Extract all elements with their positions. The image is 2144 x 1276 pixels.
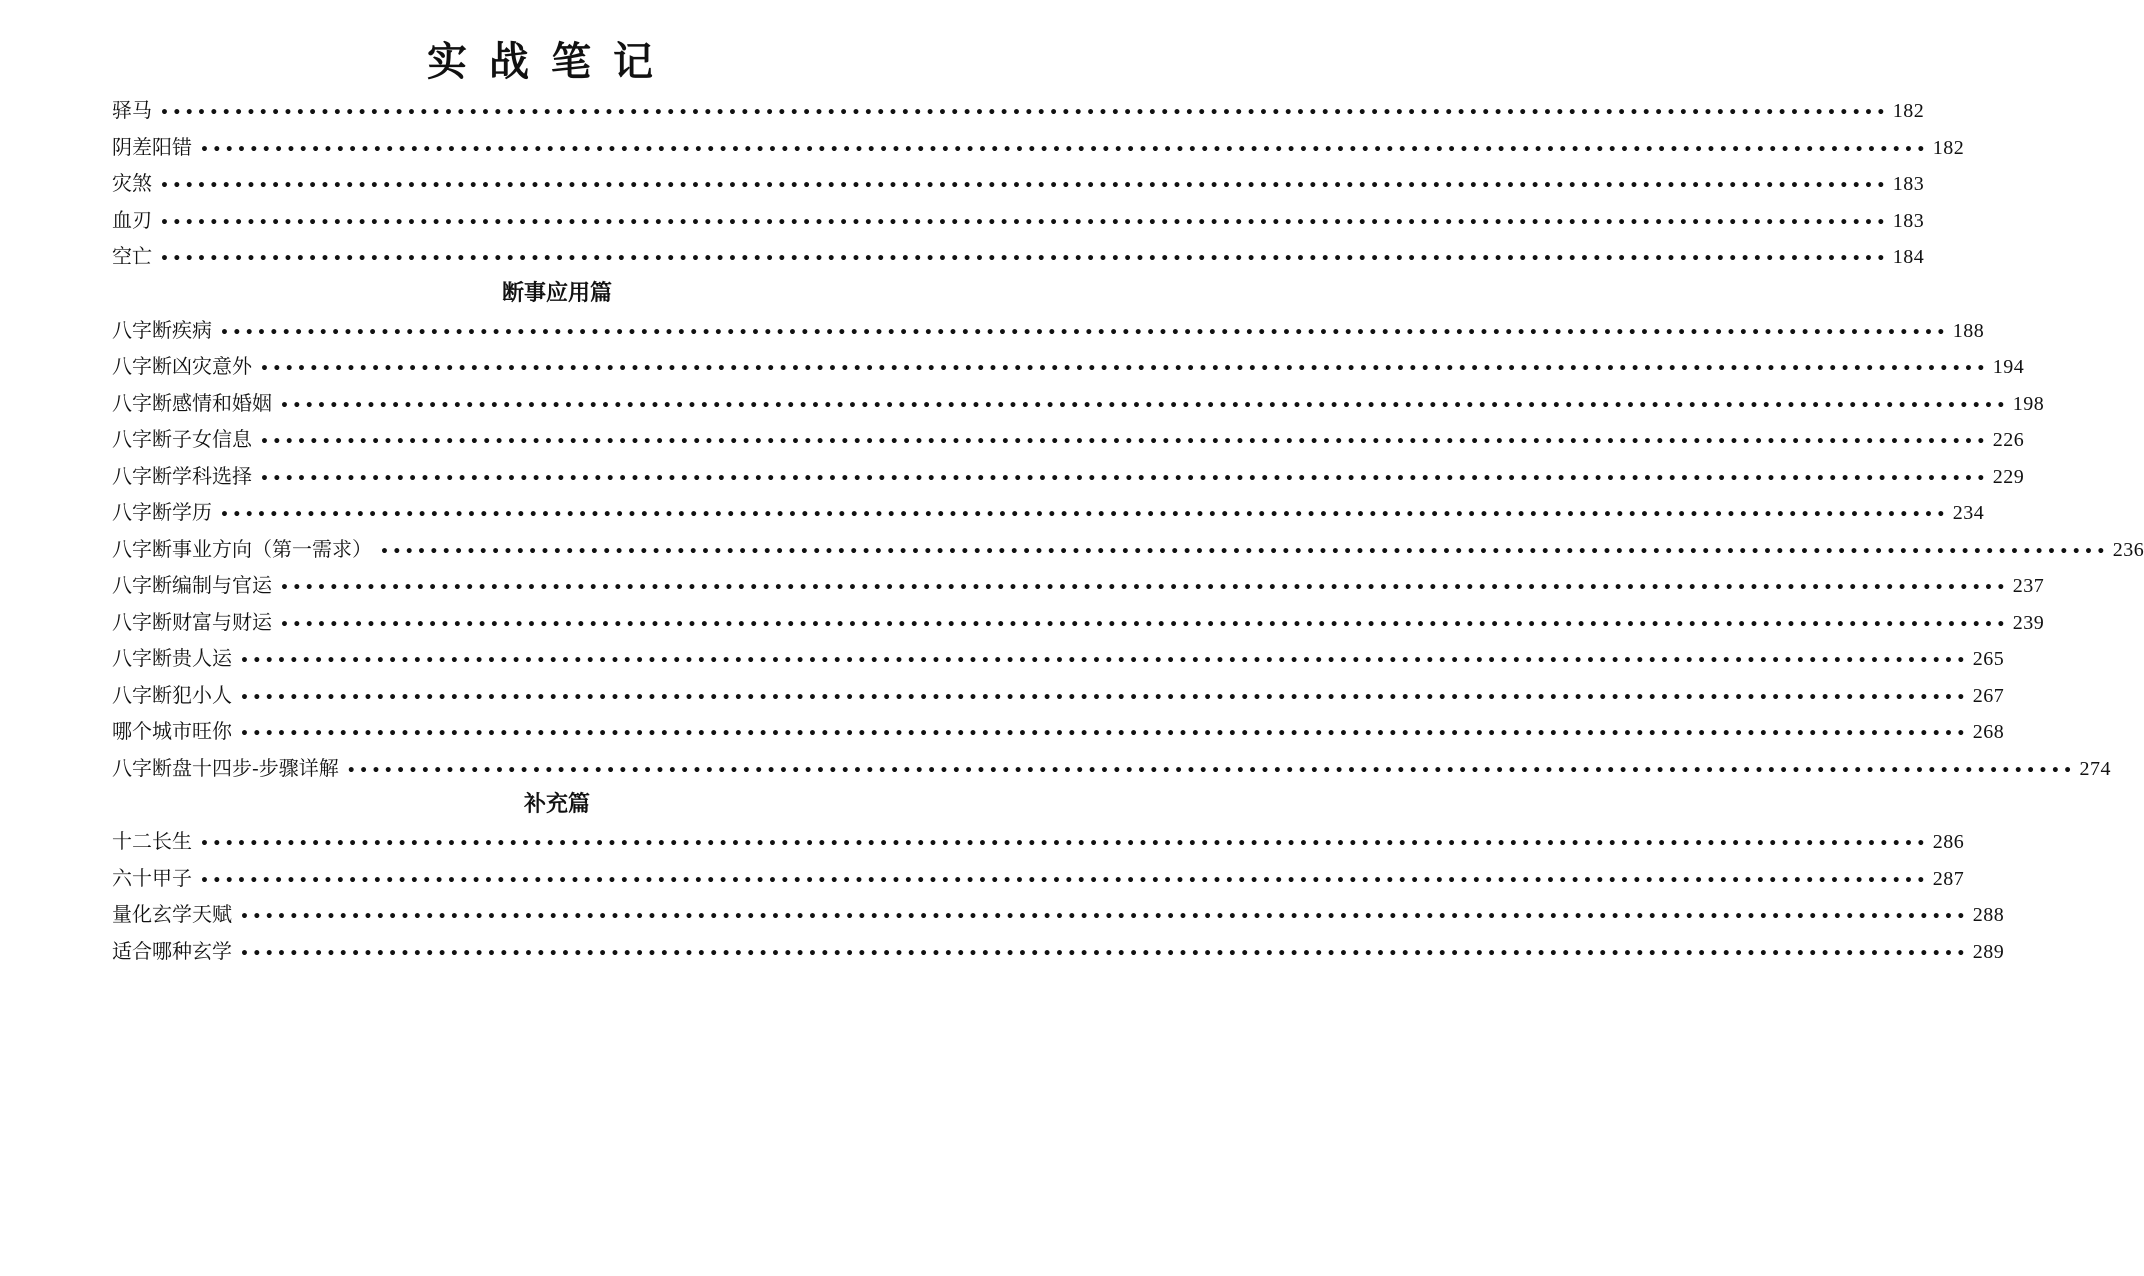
dot-leader: ••••••••••••••••••••••••••••••••••••••••••••••••••••••••••••••••••••••••••••••••••••••••••••••••••••••••••••••••••••••••••••••••••••••••••••: [160, 214, 1889, 231]
toc-entry-page: 194: [1992, 356, 2025, 378]
toc-entry[interactable]: [112, 896, 2005, 933]
toc-entry-label: 灾煞: [112, 171, 152, 195]
dot-leader: ••••••••••••••••••••••••••••••••••••••••••••••••••••••••••••••••••••••••••••••••••••••••••••••••••••••••••••••••••••••••••••••••••••••••••••: [240, 909, 1969, 925]
table-of-contents: [112, 92, 2144, 969]
toc-entry-page: 234: [1952, 502, 1985, 524]
toc-entry-label: 驿马: [112, 98, 152, 122]
toc-entry-page: 274: [2079, 757, 2112, 780]
dot-leader: ••••••••••••••••••••••••••••••••••••••••••••••••••••••••••••••••••••••••••••••••••••••••••••••••••••••••••••••••••••••••••••••••••••••••••••: [200, 836, 1929, 852]
dot-leader: ••••••••••••••••••••••••••••••••••••••••••••••••••••••••••••••••••••••••••••••••••••••••••••••••••••••••••••••••••••••••••••••••••••••••••••: [200, 141, 1929, 158]
dot-leader: ••••••••••••••••••••••••••••••••••••••••••••••••••••••••••••••••••••••••••••••••••••••••••••••••••••••••••••••••••••••••••••••••••••••••••••: [280, 397, 2009, 414]
section-heading: 断事应用篇: [501, 280, 612, 306]
dot-leader: ••••••••••••••••••••••••••••••••••••••••••••••••••••••••••••••••••••••••••••••••••••••••••••••••••••••••••••••••••••••••••••••••••••••••••••: [260, 434, 1989, 450]
toc-entry-page: 288: [1972, 904, 2005, 926]
toc-entry[interactable]: [112, 640, 2005, 677]
toc-section: [112, 786, 2005, 969]
page-title: 实战笔记: [427, 38, 675, 85]
toc-entry-page: 184: [1892, 246, 1925, 268]
dot-leader: ••••••••••••••••••••••••••••••••••••••••••••••••••••••••••••••••••••••••••••••••••••••••••••••••••••••••••••••••••••••••••••••••••••••••••••: [240, 726, 1969, 742]
dot-leader: ••••••••••••••••••••••••••••••••••••••••••••••••••••••••••••••••••••••••••••••••••••••••••••••••••••••••••••••••••••••••••••••••••••••••••••: [160, 251, 1889, 267]
toc-entry-label: 八字断子女信息: [112, 427, 252, 451]
toc-entry[interactable]: [112, 458, 2025, 495]
toc-entry[interactable]: [112, 604, 2045, 641]
toc-entry-label: 哪个城市旺你: [112, 719, 232, 743]
toc-entry-label: 八字断学科选择: [112, 463, 252, 488]
toc-entry-label: 八字断贵人运: [112, 646, 232, 670]
toc-entry-label: 八字断疾病: [112, 317, 212, 342]
toc-entry-page: 182: [1892, 100, 1925, 122]
toc-entry-page: 182: [1932, 136, 1965, 159]
toc-entry-page: 183: [1892, 173, 1925, 195]
toc-entry[interactable]: [112, 312, 1985, 349]
toc-entry-label: 八字断犯小人: [112, 682, 232, 707]
toc-entry[interactable]: [112, 165, 1925, 202]
dot-leader: ••••••••••••••••••••••••••••••••••••••••••••••••••••••••••••••••••••••••••••••••••••••••••••••••••••••••••••••••••••••••••••••••••••••••••••: [280, 616, 2009, 633]
toc-entry[interactable]: [112, 531, 2144, 568]
toc-section: [112, 92, 1965, 275]
toc-entry[interactable]: [112, 750, 2112, 787]
toc-entry-label: 八字断学历: [112, 500, 212, 524]
toc-entry-page: 287: [1932, 867, 1965, 890]
toc-entry-label: 八字断凶灾意外: [112, 354, 252, 378]
toc-entry-page: 198: [2012, 392, 2045, 415]
toc-entry-label: 空亡: [112, 244, 152, 268]
toc-entry-label: 八字断事业方向（第一需求）: [112, 536, 372, 561]
toc-entry-page: 229: [1992, 465, 2025, 488]
toc-entry[interactable]: [112, 92, 1925, 129]
dot-leader: ••••••••••••••••••••••••••••••••••••••••••••••••••••••••••••••••••••••••••••••••••••••••••••••••••••••••••••••••••••••••••••••••••••••••••••: [260, 470, 1989, 487]
toc-entry[interactable]: [112, 202, 1925, 239]
toc-entry-label: 八字断财富与财运: [112, 609, 272, 634]
dot-leader: ••••••••••••••••••••••••••••••••••••••••••••••••••••••••••••••••••••••••••••••••••••••••••••••••••••••••••••••••••••••••••••••••••••••••••••: [220, 324, 1949, 341]
toc-entry[interactable]: [112, 567, 2045, 604]
dot-leader: ••••••••••••••••••••••••••••••••••••••••••••••••••••••••••••••••••••••••••••••••••••••••••••••••••••••••••••••••••••••••••••••••••••••••••••: [346, 762, 2076, 779]
dot-leader: ••••••••••••••••••••••••••••••••••••••••••••••••••••••••••••••••••••••••••••••••••••••••••••••••••••••••••••••••••••••••••••••••••••••••••••: [240, 689, 1969, 706]
dot-leader: ••••••••••••••••••••••••••••••••••••••••••••••••••••••••••••••••••••••••••••••••••••••••••••••••••••••••••••••••••••••••••••••••••••••••••••: [380, 543, 2109, 560]
toc-entry-page: 265: [1972, 648, 2005, 670]
toc-entry[interactable]: [112, 860, 1965, 897]
toc-section: [112, 275, 2144, 787]
toc-entry-page: 289: [1972, 940, 2005, 963]
toc-entry-page: 286: [1932, 831, 1965, 853]
toc-entry-page: 239: [2012, 611, 2045, 634]
toc-entry-page: 226: [1992, 429, 2025, 451]
dot-leader: ••••••••••••••••••••••••••••••••••••••••••••••••••••••••••••••••••••••••••••••••••••••••••••••••••••••••••••••••••••••••••••••••••••••••••••: [200, 872, 1929, 889]
toc-entry-label: 八字断盘十四步-步骤详解: [112, 755, 339, 780]
dot-leader: ••••••••••••••••••••••••••••••••••••••••••••••••••••••••••••••••••••••••••••••••••••••••••••••••••••••••••••••••••••••••••••••••••••••••••••: [160, 105, 1889, 121]
dot-leader: ••••••••••••••••••••••••••••••••••••••••••••••••••••••••••••••••••••••••••••••••••••••••••••••••••••••••••••••••••••••••••••••••••••••••••••: [280, 580, 2009, 596]
toc-entry-page: 268: [1972, 721, 2005, 743]
toc-entry-page: 188: [1952, 319, 1985, 342]
toc-entry-label: 八字断感情和婚姻: [112, 390, 272, 415]
toc-entry-label: 适合哪种玄学: [112, 938, 232, 963]
toc-entry[interactable]: [112, 933, 2005, 970]
toc-entry-label: 八字断编制与官运: [112, 573, 272, 597]
toc-entry-page: 236: [2112, 538, 2144, 561]
toc-entry-label: 六十甲子: [112, 865, 192, 890]
toc-entry[interactable]: [112, 421, 2025, 458]
toc-entry-label: 十二长生: [112, 829, 192, 853]
toc-entry[interactable]: [112, 129, 1965, 166]
toc-entry-page: 183: [1892, 209, 1925, 232]
toc-entry[interactable]: [112, 823, 1965, 860]
toc-entry[interactable]: [112, 494, 1985, 531]
toc-entry[interactable]: [112, 348, 2025, 385]
dot-leader: ••••••••••••••••••••••••••••••••••••••••••••••••••••••••••••••••••••••••••••••••••••••••••••••••••••••••••••••••••••••••••••••••••••••••••••: [160, 178, 1889, 194]
dot-leader: ••••••••••••••••••••••••••••••••••••••••••••••••••••••••••••••••••••••••••••••••••••••••••••••••••••••••••••••••••••••••••••••••••••••••••••: [260, 361, 1989, 377]
toc-entry-label: 阴差阳错: [112, 134, 192, 159]
toc-entry[interactable]: [112, 238, 1925, 275]
section-heading: 补充篇: [523, 792, 590, 817]
dot-leader: ••••••••••••••••••••••••••••••••••••••••••••••••••••••••••••••••••••••••••••••••••••••••••••••••••••••••••••••••••••••••••••••••••••••••••••: [240, 653, 1969, 669]
dot-leader: ••••••••••••••••••••••••••••••••••••••••••••••••••••••••••••••••••••••••••••••••••••••••••••••••••••••••••••••••••••••••••••••••••••••••••••: [240, 945, 1969, 962]
toc-entry-label: 量化玄学天赋: [112, 902, 232, 926]
dot-leader: ••••••••••••••••••••••••••••••••••••••••••••••••••••••••••••••••••••••••••••••••••••••••••••••••••••••••••••••••••••••••••••••••••••••••••••: [220, 507, 1949, 523]
toc-entry[interactable]: [112, 713, 2005, 750]
toc-entry[interactable]: [112, 677, 2005, 714]
toc-entry-label: 血刃: [112, 207, 152, 232]
toc-entry-page: 267: [1972, 684, 2005, 707]
toc-entry-page: 237: [2012, 575, 2045, 597]
toc-entry[interactable]: [112, 385, 2045, 422]
